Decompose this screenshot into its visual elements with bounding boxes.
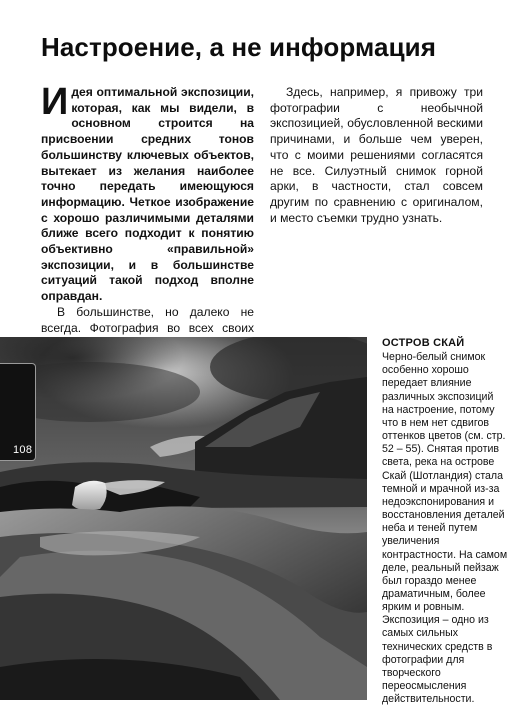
lead-paragraph bbox=[41, 81, 254, 305]
text-column-right bbox=[270, 85, 483, 226]
photo-caption bbox=[382, 337, 508, 706]
landscape-photo bbox=[0, 337, 367, 700]
body-paragraph-3: Здесь, например, я привожу три фотографии с необычной экспозицией, обусловленной вескими причинами, и больше чем уверен, что с моими решениями согласятся не все. Силуэтный снимок горной арки, в частности, стал совсем другим по сравнению с оригиналом, и место съемки трудно узнать. bbox=[270, 85, 483, 225]
article-title: Настроение, а не информация bbox=[41, 32, 437, 62]
caption-text: Черно-белый снимок особенно хорошо передает влияние различных экспозиций на настроение, потому что в нем нет сдвигов оттенков цветов (см. стр. 52 – 55). Снятая против света, река на острове Скай (Шотландия) стала темной и мрачной из-за недоэкспонирования и восстановления деталей неба и теней путем увеличения контрастности. На самом деле, реальный пейзаж был гораздо менее драматичным, более ярким и ровным. Экспозиция – одно из самых сильных технических средств в фотографии для творческого переосмысления действительности. bbox=[382, 351, 508, 706]
lead-text: дея оптимальной экспозиции, которая, как мы видели, в основном строится на присвоении средних тонов большинству ключевых объектов, вытекает из желания наиболее точно передать имеющуюся информацию. Четкое изображение с хорошо различимыми деталями ближе всего подходит к понятию объективно «правильной» экспозиции, и в большинстве ситуаций такой подход вполне оправдан. bbox=[41, 85, 254, 304]
page-number: 108 bbox=[13, 444, 33, 456]
caption-heading: ОСТРОВ СКАЙ bbox=[382, 337, 465, 349]
drop-cap: И bbox=[41, 81, 69, 123]
body-paragraph-2: В большинстве, но далеко не всегда. Фотография во всех своих bbox=[41, 304, 254, 335]
